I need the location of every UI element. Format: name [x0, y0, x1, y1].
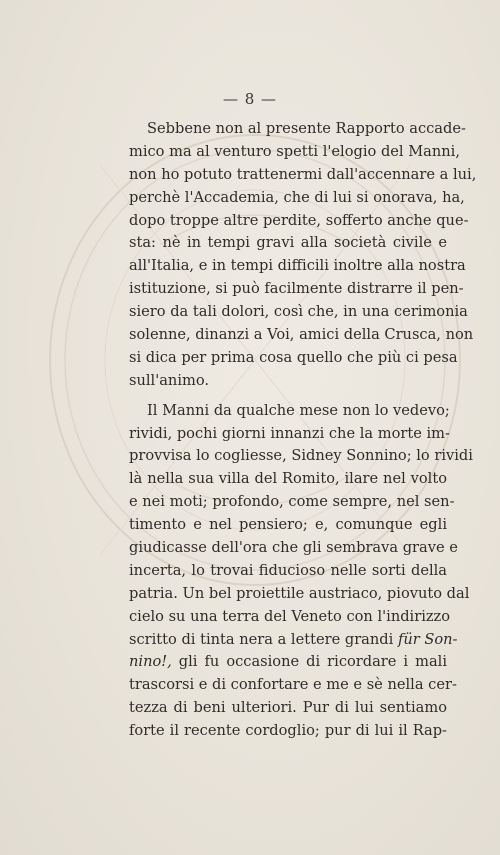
text-line: mico ma al venturo spetti l'elogio del Manni, — [129, 142, 460, 160]
text-line: patria. Un bel proiettile austriaco, piovuto dal — [129, 584, 470, 602]
text-line — [129, 629, 458, 652]
text-line: rividi, pochi giorni innanzi che la morte im- — [129, 424, 450, 442]
text-line: cielo su una terra del Veneto con l'indirizzo — [129, 607, 451, 625]
text-line: Sebbene non al presente Rapporto accade- — [147, 120, 466, 137]
text-line: trascorsi e di confortare e me e sè nella cer- — [129, 676, 457, 694]
italic-segment: nino!, — [129, 653, 172, 671]
text-line: perchè l'Accademia, che di lui si onorava, ha, — [129, 188, 465, 206]
text-line: istituzione, si può facilmente distrarre il pen- — [129, 280, 464, 298]
text-line: giudicasse dell'ora che gli sembrava grave e — [129, 539, 458, 557]
text-line: tezza di beni ulteriori. Pur di lui sentiamo — [129, 699, 447, 717]
text-line: sull'animo. — [129, 371, 210, 389]
text-line: dopo troppe altre perdite, sofferto anche que- — [129, 211, 469, 229]
body-text — [129, 118, 477, 743]
text-line: incerta, lo trovai fiducioso nelle sorti della — [129, 561, 447, 579]
text-line — [129, 651, 447, 674]
italic-segment: für Son- — [397, 630, 458, 648]
text-line: si dica per prima cosa quello che più ci pesa — [129, 348, 458, 366]
paragraph-2 — [129, 400, 473, 743]
text-line: Il Manni da qualche mese non lo vedevo; — [147, 401, 450, 419]
text-line: forte il recente cordoglio; pur di lui il Rap- — [129, 722, 447, 740]
text-segment: scritto di tinta nera a lettere grandi — [129, 630, 394, 648]
text-line: siero da tali dolori, così che, in una cerimonia — [129, 303, 468, 321]
paragraph-1 — [129, 118, 477, 393]
text-line: là nella sua villa del Romito, ilare nel volto — [129, 470, 447, 488]
text-line: provvisa lo cogliesse, Sidney Sonnino; lo rividi — [129, 447, 473, 465]
text-line: solenne, dinanzi a Voi, amici della Crusca, non — [129, 326, 474, 344]
text-line: non ho potuto trattenermi dall'accennare a lui, — [129, 165, 477, 183]
page-number: — 8 — — [222, 90, 278, 108]
text-line: all'Italia, e in tempi difficili inoltre alla nostra — [129, 257, 466, 275]
text-line: sta: nè in tempi gravi alla società civile e — [129, 234, 447, 252]
text-segment: gli fu occasione di ricordare i mali — [178, 653, 447, 671]
text-line: timento e nel pensiero; e, comunque egli — [129, 516, 447, 534]
text-line: e nei moti; profondo, come sempre, nel sen- — [129, 493, 455, 511]
